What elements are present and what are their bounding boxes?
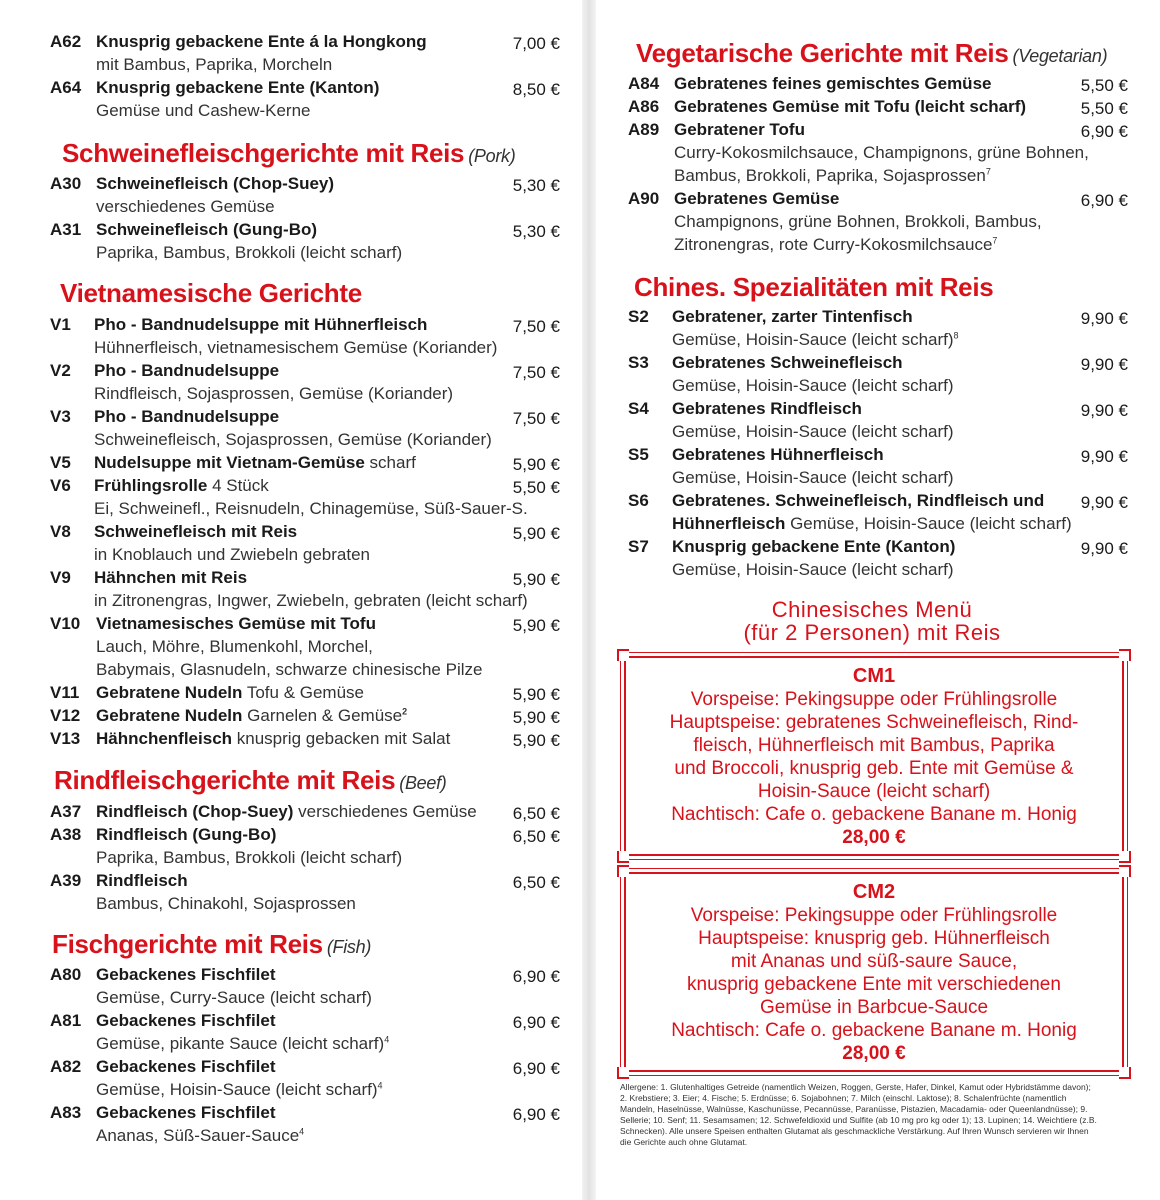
item-name: Vietnamesisches Gemüse mit Tofu xyxy=(96,614,376,633)
menu-item xyxy=(50,520,560,566)
item-name: Gebratenes feines gemischtes Gemüse xyxy=(674,74,992,93)
item-name: Gebackenes Fischfilet xyxy=(96,965,276,984)
item-code: V6 xyxy=(50,476,71,495)
item-name: Gebackenes Fischfilet xyxy=(96,1103,276,1122)
item-code: A39 xyxy=(50,871,82,890)
item-name: Gebratener, zarter Tintenfisch xyxy=(672,307,913,326)
item-price: 9,90 € xyxy=(1080,401,1128,420)
item-price: 6,90 € xyxy=(512,1013,560,1032)
item-description: Gemüse, Curry-Sauce (leicht scharf) xyxy=(96,988,372,1007)
item-price: 5,50 € xyxy=(1080,99,1128,118)
item-code: V13 xyxy=(50,729,81,748)
item-name: Gebratene Nudeln Tofu & Gemüse xyxy=(96,683,365,702)
item-price: 6,90 € xyxy=(512,1059,560,1078)
item-description: Gemüse, Hoisin-Sauce (leicht scharf)$^8$ xyxy=(672,330,959,349)
item-inline-desc: Tofu & Gemüse xyxy=(242,683,365,702)
fold-gutter xyxy=(582,0,596,1200)
item-code: V11 xyxy=(50,683,80,702)
menu-item xyxy=(50,172,560,218)
item-code: A82 xyxy=(50,1057,82,1076)
item-description: Bambus, Brokkoli, Paprika, Sojasprossen$^7$ xyxy=(674,166,991,185)
item-description: in Zitronengras, Ingwer, Zwiebeln, gebraten (leicht scharf) xyxy=(94,591,528,610)
set-menu-price: 28,00 € xyxy=(842,1043,906,1064)
item-code: A84 xyxy=(628,74,660,93)
item-name: Gebratenes Gemüse xyxy=(674,189,840,208)
menu-item xyxy=(50,76,560,122)
item-description: Bambus, Chinakohl, Sojasprossen xyxy=(96,894,356,913)
item-inline-desc: knusprig gebacken mit Salat xyxy=(232,729,451,748)
item-inline-desc: verschiedenes Gemüse xyxy=(293,802,477,821)
menu-item xyxy=(50,313,560,359)
item-code: V3 xyxy=(50,407,71,426)
item-price: 9,90 € xyxy=(1080,493,1128,512)
item-name: Nudelsuppe mit Vietnam-Gemüse scharf xyxy=(94,453,416,472)
menu-item xyxy=(50,218,560,264)
section-title-vegetarian: Vegetarische Gerichte mit Reis (Vegetarian) xyxy=(636,38,1108,68)
menu-item xyxy=(628,95,1128,118)
item-code: V8 xyxy=(50,522,71,541)
item-price: 6,50 € xyxy=(512,804,560,823)
item-description: in Knoblauch und Zwiebeln gebraten xyxy=(94,545,370,564)
item-price: 7,00 € xyxy=(512,34,560,53)
item-description: Gemüse, Hoisin-Sauce (leicht scharf)$^4$ xyxy=(96,1080,383,1099)
item-inline-desc: scharf xyxy=(364,453,416,472)
section-title-pork: Schweinefleischgerichte mit Reis (Pork) xyxy=(62,138,516,168)
menu-item xyxy=(50,704,560,727)
item-price: 5,90 € xyxy=(512,570,560,589)
item-description: Curry-Kokosmilchsauce, Champignons, grüne Bohnen, xyxy=(674,143,1089,162)
item-inline-desc: 4 Stück xyxy=(207,476,269,495)
menu-item xyxy=(50,451,560,474)
set-menu-code: CM1 xyxy=(852,665,896,687)
item-price: 5,50 € xyxy=(1080,76,1128,95)
item-name: Gebackenes Fischfilet xyxy=(96,1011,276,1030)
item-code: S4 xyxy=(628,399,649,418)
footnote-marker: 7 xyxy=(985,166,991,177)
item-price: 9,90 € xyxy=(1080,539,1128,558)
item-code: A81 xyxy=(50,1011,82,1030)
item-price: 5,90 € xyxy=(512,455,560,474)
menu-item xyxy=(628,187,1128,256)
item-description: Zitronengras, rote Curry-Kokosmilchsauce$^7$ xyxy=(674,235,998,254)
item-price: 5,30 € xyxy=(512,176,560,195)
item-code: A83 xyxy=(50,1103,82,1122)
item-name: Gebratene Nudeln Garnelen & Gemüse$^2$ xyxy=(96,706,408,725)
item-name: Gebratenes. Schweinefleisch, Rindfleisch und xyxy=(672,491,1045,510)
item-name: Schweinefleisch (Chop-Suey) xyxy=(96,174,335,193)
item-description: verschiedenes Gemüse xyxy=(96,197,275,216)
menu-item xyxy=(50,1101,560,1147)
item-name: Pho - Bandnudelsuppe xyxy=(94,407,280,426)
item-price: 5,90 € xyxy=(512,685,560,704)
item-name: Gebratenes Rindfleisch xyxy=(672,399,862,418)
item-code: V12 xyxy=(50,706,81,725)
footnote-marker: 4 xyxy=(299,1126,305,1137)
set-menu-price: 28,00 € xyxy=(842,827,906,848)
item-code: A31 xyxy=(50,220,82,239)
set-menu-line: Hoisin-Sauce (leicht scharf) xyxy=(757,781,991,802)
item-description: Gemüse, pikante Sauce (leicht scharf)$^4$ xyxy=(96,1034,390,1053)
pork-items xyxy=(50,172,560,264)
item-price: 7,50 € xyxy=(512,409,560,428)
item-name: Rindfleisch xyxy=(96,871,188,890)
item-code: A86 xyxy=(628,97,660,116)
item-name: Knusprig gebackene Ente (Kanton) xyxy=(96,78,380,97)
item-price: 5,90 € xyxy=(512,708,560,727)
item-name: Hähnchenfleisch knusprig gebacken mit Salat xyxy=(96,729,451,748)
item-name: Gebratenes Gemüse mit Tofu (leicht scharf) xyxy=(674,97,1027,116)
item-name: Schweinefleisch mit Reis xyxy=(94,522,298,541)
item-code: V9 xyxy=(50,568,71,587)
menu-item xyxy=(50,963,560,1009)
set-menu-lines xyxy=(626,904,1122,1042)
section-title-beef: Rindfleischgerichte mit Reis (Beef) xyxy=(54,765,447,795)
set-menu-cm1 xyxy=(624,656,1124,856)
item-price: 6,50 € xyxy=(512,827,560,846)
item-code: A64 xyxy=(50,78,82,97)
footnote-marker: 2 xyxy=(402,706,408,717)
set-menu-line: mit Ananas und süß-saure Sauce, xyxy=(730,951,1018,972)
footnote-marker: 8 xyxy=(953,330,959,341)
menu-item xyxy=(50,30,560,76)
item-price: 7,50 € xyxy=(512,317,560,336)
item-name: Frühlingsrolle 4 Stück xyxy=(94,476,269,495)
item-price: 9,90 € xyxy=(1080,447,1128,466)
item-description: mit Bambus, Paprika, Morcheln xyxy=(96,55,333,74)
section-title-specialties: Chines. Spezialitäten mit Reis xyxy=(634,272,994,302)
set-menu-lines xyxy=(626,688,1122,826)
item-name: Hähnchen mit Reis xyxy=(94,568,248,587)
item-name: Gebratener Tofu xyxy=(674,120,805,139)
item-name: Rindfleisch (Chop-Suey) verschiedenes Gemüse xyxy=(96,802,477,821)
set-menu-line: Nachtisch: Cafe o. gebackene Banane m. Honig xyxy=(671,804,1077,825)
menu-item xyxy=(50,612,560,681)
item-name: Gebratenes Hühnerfleisch xyxy=(672,445,884,464)
item-name: Knusprig gebackene Ente (Kanton) xyxy=(672,537,956,556)
menu-item xyxy=(50,359,560,405)
set-menu-line: Nachtisch: Cafe o. gebackene Banane m. Honig xyxy=(671,1020,1077,1041)
item-code: A89 xyxy=(628,120,660,139)
item-price: 7,50 € xyxy=(512,363,560,382)
menu-item xyxy=(50,1009,560,1055)
footnote-marker: 4 xyxy=(384,1034,390,1045)
item-price: 6,90 € xyxy=(1080,191,1128,210)
menu-item xyxy=(628,535,1128,581)
set-menu-line: Gemüse in Barbcue-Sauce xyxy=(759,997,989,1018)
set-menu-line: fleisch, Hühnerfleisch mit Bambus, Paprika xyxy=(693,735,1055,756)
item-code: S6 xyxy=(628,491,649,510)
item-name: Schweinefleisch (Gung-Bo) xyxy=(96,220,318,239)
item-description: Ei, Schweinefl., Reisnudeln, Chinagemüse, Süß-Sauer-S. xyxy=(94,499,528,518)
menu-item xyxy=(628,72,1128,95)
menu-item xyxy=(50,566,560,612)
set-menu-cm2 xyxy=(624,872,1124,1072)
item-name: Gebackenes Fischfilet xyxy=(96,1057,276,1076)
item-code: V5 xyxy=(50,453,71,472)
item-description: Ananas, Süß-Sauer-Sauce$^4$ xyxy=(96,1126,305,1145)
set-menu-line: Vorspeise: Pekingsuppe oder Frühlingsrolle xyxy=(690,689,1058,710)
set-menu-title: Chinesisches Menü (für 2 Personen) mit Reis xyxy=(743,597,1001,645)
beef-items xyxy=(50,800,560,915)
item-name: Rindfleisch (Gung-Bo) xyxy=(96,825,277,844)
item-price: 5,90 € xyxy=(512,616,560,635)
item-description: Gemüse, Hoisin-Sauce (leicht scharf) xyxy=(672,560,954,579)
item-description: Babymais, Glasnudeln, schwarze chinesische Pilze xyxy=(96,660,483,679)
specialty-items xyxy=(628,305,1128,581)
item-description: Lauch, Möhre, Blumenkohl, Morchel, xyxy=(96,637,373,656)
section-title-vietnamese: Vietnamesische Gerichte xyxy=(60,278,362,308)
item-description: Gemüse und Cashew-Kerne xyxy=(96,101,311,120)
set-menu-line: Hauptspeise: knusprig geb. Hühnerfleisch xyxy=(698,928,1050,949)
item-inline-desc: Gemüse, Hoisin-Sauce (leicht scharf) xyxy=(785,514,1072,533)
menu-item xyxy=(50,681,560,704)
item-description: Rindfleisch, Sojasprossen, Gemüse (Koriander) xyxy=(94,384,454,403)
menu-item xyxy=(50,727,560,750)
fish-items xyxy=(50,963,560,1147)
item-code: S5 xyxy=(628,445,649,464)
set-menu-code: CM2 xyxy=(852,881,896,903)
item-price: 5,50 € xyxy=(512,478,560,497)
item-description: Gemüse, Hoisin-Sauce (leicht scharf) xyxy=(672,422,954,441)
set-menu-line: Hauptspeise: gebratenes Schweinefleisch, Rind- xyxy=(669,712,1079,733)
item-price: 6,90 € xyxy=(1080,122,1128,141)
item-code: A38 xyxy=(50,825,82,844)
item-description: Champignons, grüne Bohnen, Brokkoli, Bambus, xyxy=(674,212,1042,231)
item-code: S3 xyxy=(628,353,649,372)
item-price: 9,90 € xyxy=(1080,355,1128,374)
item-code: V10 xyxy=(50,614,81,633)
menu-item xyxy=(50,869,560,915)
allergen-notes: Allergene: 1. Glutenhaltiges Getreide (namentlich Weizen, Roggen, Gerste, Hafer, Dinkel, Kamut oder Hybridstämme davon); 2. Krebstiere; 3. Eier; 4. Fische; 5. Erdnüsse; 6. Sojabohnen; 7. Milch (einschl. Laktose); 8. Schalenfrüchte (namentlich Mandeln, Haselnüsse, Walnüsse, Kaschunüsse, Pecannüsse, Paranüsse, Pistazien, Macadamia- oder Queenlandnüsse); 9. Sellerie; 10. Senf; 11. Sesamsamen; 12. Schwefeldioxid und Sulfite (ab 10 mg pro kg oder 1); 13. Lupinen; 14. Weichtiere (z.B. Schnecken). Alle unsere Speisen enthalten Glutamat als geschmackliche Verstärkung. Auf Ihren Wunsch servieren wir Ihnen die Gerichte auch ohne Glutamat. xyxy=(620,1082,1097,1147)
set-menu-line: Vorspeise: Pekingsuppe oder Frühlingsrolle xyxy=(690,905,1058,926)
item-name: Gebratenes Schweinefleisch xyxy=(672,353,903,372)
item-code: A80 xyxy=(50,965,82,984)
item-price: 5,90 € xyxy=(512,524,560,543)
item-name: Pho - Bandnudelsuppe xyxy=(94,361,280,380)
item-price: 6,90 € xyxy=(512,1105,560,1124)
menu-item xyxy=(628,397,1128,443)
menu-item xyxy=(50,474,560,520)
item-code: A90 xyxy=(628,189,660,208)
item-description: Paprika, Bambus, Brokkoli (leicht scharf) xyxy=(96,243,403,262)
item-price: 6,50 € xyxy=(512,873,560,892)
item-price: 9,90 € xyxy=(1080,309,1128,328)
item-code: S2 xyxy=(628,307,649,326)
item-code: V2 xyxy=(50,361,71,380)
footnote-marker: 4 xyxy=(377,1080,383,1091)
menu-item xyxy=(628,351,1128,397)
menu-item xyxy=(628,443,1128,489)
menu-item xyxy=(628,118,1128,187)
section-title-fish: Fischgerichte mit Reis (Fish) xyxy=(52,929,372,959)
item-code: A62 xyxy=(50,32,82,51)
vegetarian-items xyxy=(628,72,1128,256)
set-menu-line: knusprig gebackene Ente mit verschiedenen xyxy=(687,974,1061,995)
item-code: V1 xyxy=(50,315,71,334)
item-inline-desc: Garnelen & Gemüse xyxy=(242,706,403,725)
item-name: Knusprig gebackene Ente á la Hongkong xyxy=(96,32,427,51)
menu-item xyxy=(628,305,1128,351)
item-description: Paprika, Bambus, Brokkoli (leicht scharf) xyxy=(96,848,403,867)
item-price: 6,90 € xyxy=(512,967,560,986)
vietnamese-items xyxy=(50,313,560,750)
item-price: 5,30 € xyxy=(512,222,560,241)
item-description: Gemüse, Hoisin-Sauce (leicht scharf) xyxy=(672,468,954,487)
item-code: S7 xyxy=(628,537,649,556)
footnote-marker: 7 xyxy=(992,235,998,246)
menu-item xyxy=(50,1055,560,1101)
set-menu-line: und Broccoli, knusprig geb. Ente mit Gemüse & xyxy=(674,758,1074,779)
item-description: Schweinefleisch, Sojasprossen, Gemüse (Koriander) xyxy=(94,430,492,449)
duck-items xyxy=(50,30,560,122)
menu-item xyxy=(50,800,560,823)
item-description: Hühnerfleisch, vietnamesischem Gemüse (Koriander) xyxy=(94,338,498,357)
menu-item xyxy=(50,823,560,869)
menu-item xyxy=(50,405,560,451)
item-price: 5,90 € xyxy=(512,731,560,750)
menu-item xyxy=(628,489,1128,535)
item-description: Gemüse, Hoisin-Sauce (leicht scharf) xyxy=(672,376,954,395)
item-price: 8,50 € xyxy=(512,80,560,99)
item-name-continued: Hühnerfleisch Gemüse, Hoisin-Sauce (leicht scharf) xyxy=(672,514,1072,533)
item-name: Pho - Bandnudelsuppe mit Hühnerfleisch xyxy=(94,315,428,334)
item-code: A30 xyxy=(50,174,82,193)
item-code: A37 xyxy=(50,802,82,821)
